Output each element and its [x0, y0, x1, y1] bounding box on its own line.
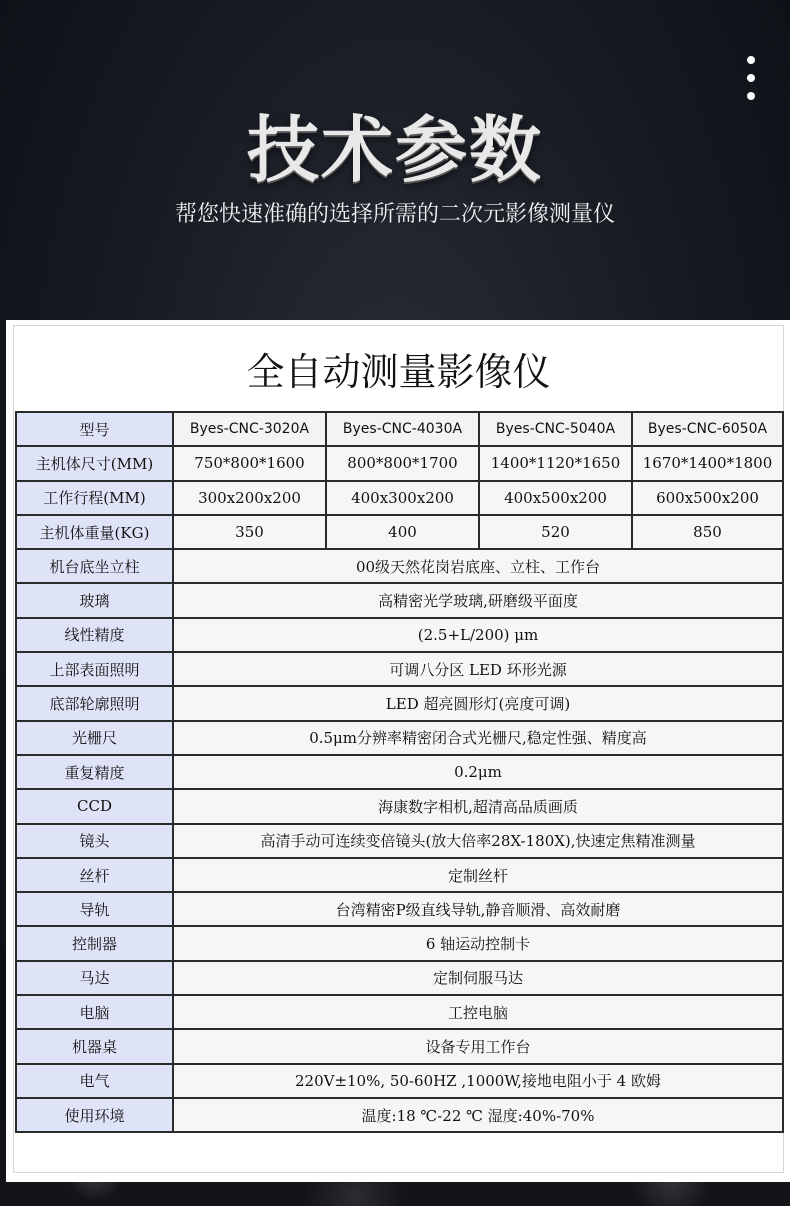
table-cell: 400: [326, 515, 479, 549]
table-cell: 520: [479, 515, 632, 549]
table-cell: 1400*1120*1650: [479, 446, 632, 480]
table-row: [16, 652, 783, 686]
table-row: [16, 1098, 783, 1132]
table-cell: 00级天然花岗岩底座、立柱、工作台: [173, 549, 783, 583]
table-cell: 400x300x200: [326, 481, 479, 515]
table-row: [16, 721, 783, 755]
table-row: [16, 961, 783, 995]
model-name: Byes-CNC-6050A: [632, 412, 783, 446]
row-label: 工作行程(MM): [16, 481, 173, 515]
row-label: 电气: [16, 1064, 173, 1098]
table-cell: 350: [173, 515, 326, 549]
row-label: 机台底坐立柱: [16, 549, 173, 583]
row-label: 电脑: [16, 995, 173, 1029]
row-label: 型号: [16, 412, 173, 446]
table-cell: 台湾精密P级直线导轨,静音顺滑、高效耐磨: [173, 892, 783, 926]
row-label: 丝杆: [16, 858, 173, 892]
row-label: 光栅尺: [16, 721, 173, 755]
table-cell: 可调八分区 LED 环形光源: [173, 652, 783, 686]
table-row: [16, 1029, 783, 1063]
table-cell: 800*800*1700: [326, 446, 479, 480]
table-row: [16, 858, 783, 892]
table-row: [16, 789, 783, 823]
table-cell: 0.5μm分辨率精密闭合式光栅尺,稳定性强、精度高: [173, 721, 783, 755]
table-cell: 工控电脑: [173, 995, 783, 1029]
table-cell: 高精密光学玻璃,研磨级平面度: [173, 583, 783, 617]
table-row: [16, 618, 783, 652]
spec-table: [15, 411, 784, 1133]
table-cell: (2.5+L/200) μm: [173, 618, 783, 652]
model-name: Byes-CNC-5040A: [479, 412, 632, 446]
table-cell: 220V±10%, 50-60HZ ,1000W,接地电阻小于 4 欧姆: [173, 1064, 783, 1098]
table-row: [16, 1064, 783, 1098]
row-label: 控制器: [16, 926, 173, 960]
spec-card-inner: [13, 325, 784, 1173]
table-row: [16, 686, 783, 720]
table-cell: 定制伺服马达: [173, 961, 783, 995]
table-cell: 海康数字相机,超清高品质画质: [173, 789, 783, 823]
table-cell: 600x500x200: [632, 481, 783, 515]
table-cell: 750*800*1600: [173, 446, 326, 480]
table-row: [16, 583, 783, 617]
row-label: 上部表面照明: [16, 652, 173, 686]
table-row: [16, 824, 783, 858]
dot: [747, 56, 755, 64]
table-cell: 0.2μm: [173, 755, 783, 789]
row-label: 使用环境: [16, 1098, 173, 1132]
table-row: [16, 481, 783, 515]
dot: [747, 92, 755, 100]
table-cell: 400x500x200: [479, 481, 632, 515]
row-label: 主机体重量(KG): [16, 515, 173, 549]
row-label: 重复精度: [16, 755, 173, 789]
table-row: [16, 892, 783, 926]
table-row: [16, 446, 783, 480]
table-row: [16, 549, 783, 583]
model-name: Byes-CNC-3020A: [173, 412, 326, 446]
row-label: 镜头: [16, 824, 173, 858]
spec-card: [6, 320, 790, 1182]
more-options-icon[interactable]: [744, 56, 758, 100]
table-row: [16, 995, 783, 1029]
row-label: 马达: [16, 961, 173, 995]
table-row: [16, 412, 783, 446]
table-cell: 温度:18 ℃-22 ℃ 湿度:40%-70%: [173, 1098, 783, 1132]
row-label: 导轨: [16, 892, 173, 926]
table-cell: 1670*1400*1800: [632, 446, 783, 480]
page-subtitle: 帮您快速准确的选择所需的二次元影像测量仪: [174, 202, 615, 227]
row-label: CCD: [16, 789, 173, 823]
row-label: 机器桌: [16, 1029, 173, 1063]
table-cell: 300x200x200: [173, 481, 326, 515]
row-label: 线性精度: [16, 618, 173, 652]
table-row: [16, 755, 783, 789]
table-row: [16, 515, 783, 549]
table-cell: 850: [632, 515, 783, 549]
row-label: 玻璃: [16, 583, 173, 617]
page-title: 技术参数: [246, 108, 543, 192]
table-cell: LED 超亮圆形灯(亮度可调): [173, 686, 783, 720]
dot: [747, 74, 755, 82]
model-name: Byes-CNC-4030A: [326, 412, 479, 446]
row-label: 底部轮廓照明: [16, 686, 173, 720]
table-cell: 高清手动可连续变倍镜头(放大倍率28X-180X),快速定焦精准测量: [173, 824, 783, 858]
table-title: 全自动测量影像仪: [246, 350, 551, 394]
table-row: [16, 926, 783, 960]
table-cell: 定制丝杆: [173, 858, 783, 892]
table-cell: 6 轴运动控制卡: [173, 926, 783, 960]
row-label: 主机体尺寸(MM): [16, 446, 173, 480]
table-cell: 设备专用工作台: [173, 1029, 783, 1063]
